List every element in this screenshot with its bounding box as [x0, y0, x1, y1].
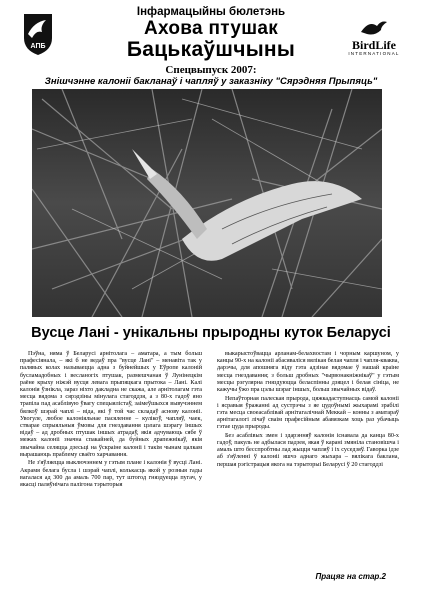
continued-note: Працяг на стар.2: [315, 572, 386, 581]
bulletin-title-line1: Ахова птушак: [143, 18, 279, 39]
bulletin-subtitle: Інфармацыйны бюлетэнь: [136, 6, 286, 18]
birdlife-name: BirdLife: [352, 38, 396, 52]
bulletin-title-line2: Бацькаўшчыны: [126, 38, 296, 61]
apb-logo-text: АПБ: [30, 43, 46, 50]
article-paragraph: Без асаблівых змен і здарэнняў калонія існавала да канца 80-х гадоў, пакуль не адбылася падзея, якая ў карані змяніла становішча і амаль што бесспробтны лад жыцця чапляў і іх суседзяў. Гаворка ідзе аб з'яўленні ў калоніі яшчэ аднаго жыхара – вялікага баклана, першая рэгістрацыя якога на тэрыторыі Беларусі ў 20 стагоддзі: [217, 432, 399, 468]
article-paragraph: Непаўторная палеская прырода, цяжкадаступнасць самой калоніі і ясравыя ўражанні ад сустрэчы з яе цудоўнымі жыхарамі зрабілі гэта месца своеасаблівай арнітагалічнай Меккай – конны з аматараў арнітагалогі лічаў сваім прафесійным абавязкам хоць раз убачыць гэтае цуда прыроды.: [217, 395, 399, 431]
birdlife-subtitle: INTERNATIONAL: [348, 51, 400, 56]
bird-in-reeds-photo-icon: [32, 89, 382, 317]
special-issue-label: Спецвыпуск 2007:: [165, 64, 257, 76]
article-headline: Вусце Лані - унікальны прыродны куток Беларусі: [31, 325, 391, 341]
article-paragraph: Не з'яўляецца выключэннем у гэтым плане і калонія ў вусці Лані. Акрамя белага бусла і шэрай чаплі, колькасць якой у розныя гады вагалася ад 300 да амаль 700 пар, тут штогод гняздуецца пугач, у якасці паляўнічага палігона тэрыторыя: [20, 460, 202, 488]
article-paragraph: выкарыстоўвацца арланам-белахвостам і чорным каршуном, у канцы 90-х на калоніі абасяваліся вялікая белая чапля і чапля-кваква, дарэчы, для апошняга віду гэта адзінае вядомае ў нашай краіне месца гнездавання; з больш дробных "чырвонакніжнікаў" у гэтым месцы рэгулярна гняздуюцца беласпінны дзяцел і белая сініца, не кажучы ўжо пра цэлы шэраг іншых, больш звычайных відаў.: [217, 351, 399, 394]
cover-photo: [32, 89, 382, 317]
article-column-left: [20, 351, 202, 490]
article-column-right: [217, 351, 399, 470]
article-paragraph: Пэўна, няма ў Беларусі арнітолага – аматара, а тым больш прафесіянала, – які б не ведаў пра "вусце Лані" – менавіта так у палявых колах называецца адна з буйнейшых у Еўропе калоній бусламадобных і весланогіх птушак, размешчаная ў Лунінецкім раёне крыху ніжэй вусця левага прыпяцкага прытока – Лані. Калі калонія ўзнікла, зараз ніхто дакладна не скажа, але арнітолагам гэта месца вядома з сярэдзіны мінулага стагоддзя, а з 80-х гадоў яно трапіла пад асаблівую ўвагу спецыялістаў, заімеўшыхся вывучэннем бялкоў шэрай чаплі – віда, які ў той час складаў аснову калоніі. Увогуле, любое калоніяльнае пасяленне – кулікоў, чапляў, чаек, стварае спрыяльныя ўмовы для гнездавання цэлага шэрагу іншых відаў – ад дробных птушак іншых атрадаў, якія адчуваюць сябе ў межах калоніі значна спакайней, да буйных драпежнікаў, якія звычайна селяцца дзесьці на ўскраіне калоніі і такім чынам цалкам вырашаюць праблему сваёго харчавання.: [20, 351, 202, 458]
special-issue-subtitle: Знішчэнне калоніі бакланаў і чапляў у заказніку "Сярэдняя Прыпяць": [44, 76, 378, 87]
